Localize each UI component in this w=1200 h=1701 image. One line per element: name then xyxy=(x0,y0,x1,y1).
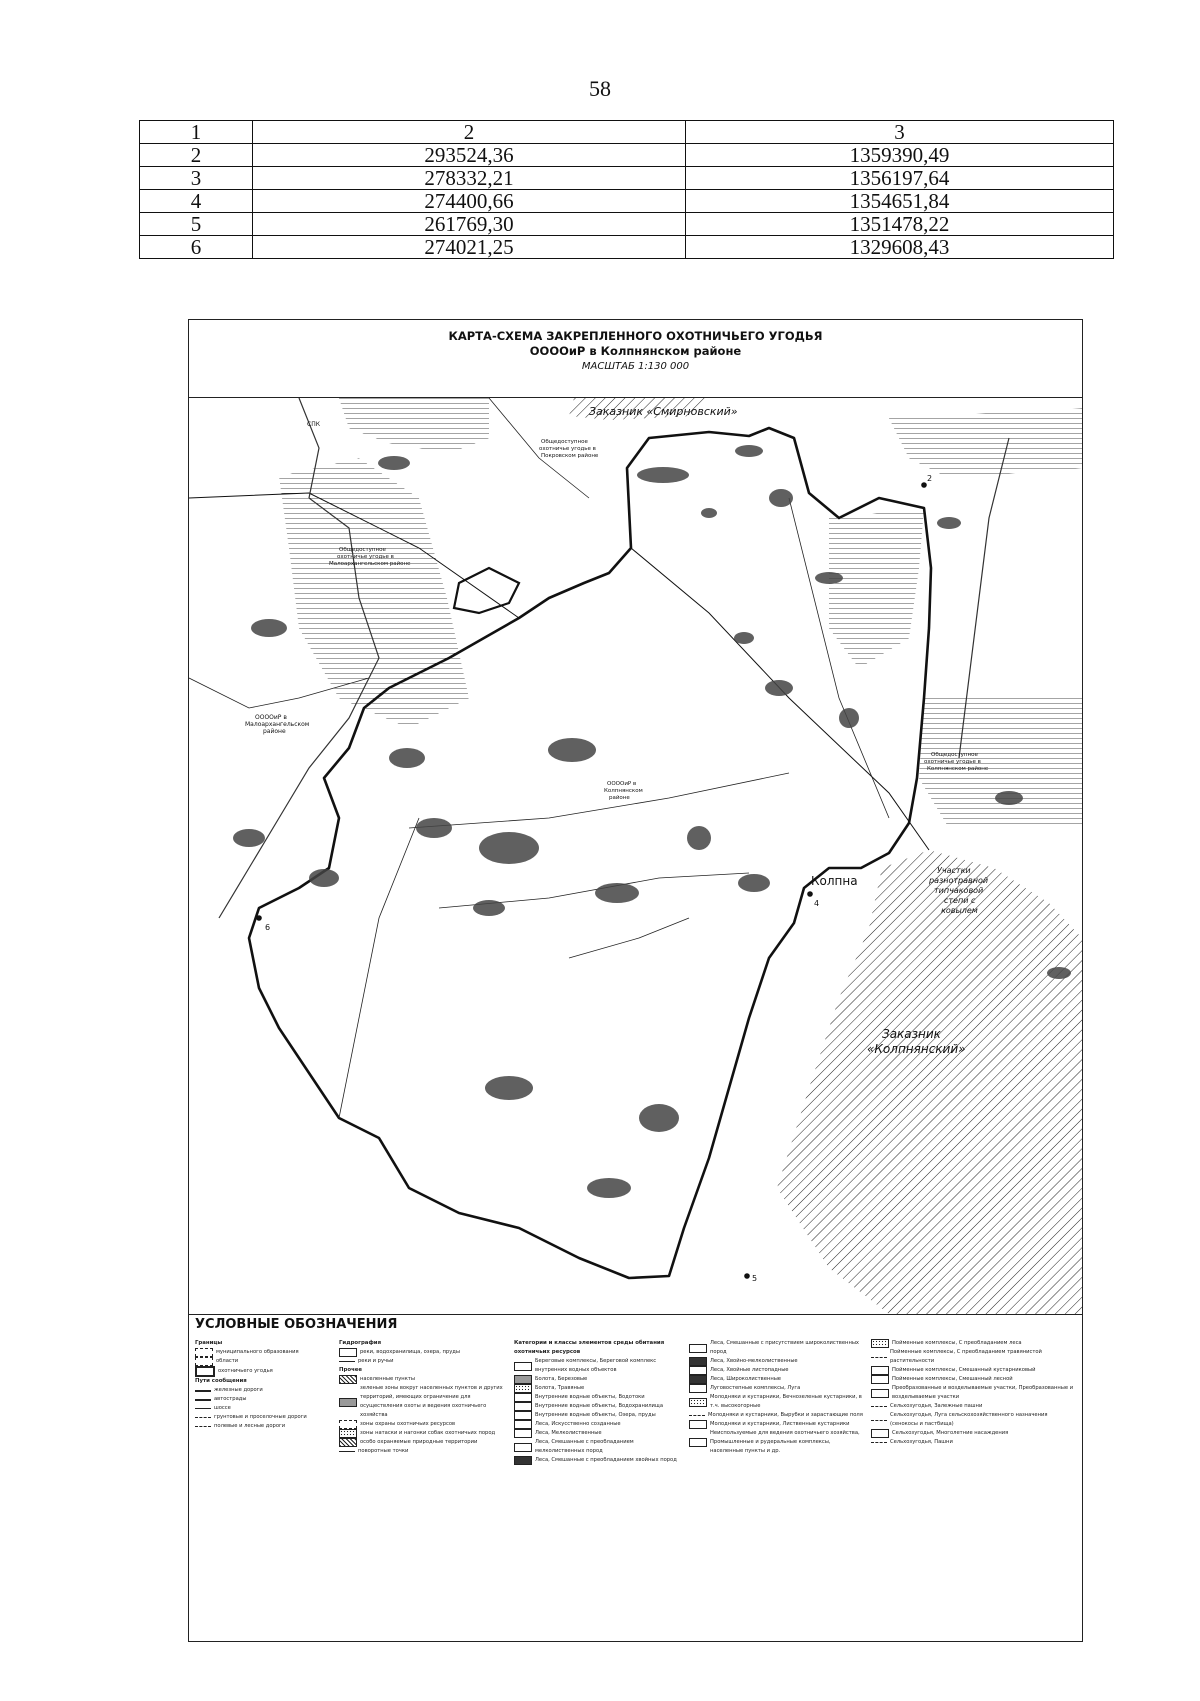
legend-swatch xyxy=(195,1348,213,1357)
oooir-maloarkh-label: ООООиР в xyxy=(255,714,287,721)
legend-item xyxy=(339,1447,509,1456)
legend-label: Леса, Смешанные с преобладанием мелколиственных пород xyxy=(535,1439,634,1454)
legend-swatch xyxy=(339,1348,357,1357)
legend-swatch xyxy=(514,1362,532,1371)
legend-swatch xyxy=(689,1375,707,1384)
legend-swatch xyxy=(689,1438,707,1447)
table-header-cell: 1 xyxy=(140,121,253,144)
legend-swatch xyxy=(514,1420,532,1429)
legend-label: железные дороги xyxy=(214,1387,263,1393)
legend-column-habitat-2 xyxy=(689,1339,864,1456)
legend-label: Леса, Хвойные листопадные xyxy=(710,1367,789,1373)
open-grounds-pokrovsky-label: Покровском районе xyxy=(541,453,599,459)
legend-title: УСЛОВНЫЕ ОБОЗНАЧЕНИЯ xyxy=(195,1317,398,1332)
coordinates-table xyxy=(139,120,1114,259)
table-cell: 261769,30 xyxy=(253,213,686,236)
open-grounds-maloarkh-label: охотничье угодье в xyxy=(337,554,394,560)
table-cell: 1359390,49 xyxy=(686,144,1114,167)
legend-swatch xyxy=(871,1420,887,1421)
legend-item xyxy=(339,1429,509,1438)
legend-item xyxy=(871,1384,1076,1402)
open-grounds-kolpna-label: Колпнянском районе xyxy=(927,766,989,772)
map-title xyxy=(189,329,1082,374)
map-title-line1: КАРТА-СХЕМА ЗАКРЕПЛЕННОГО ОХОТНИЧЬЕГО УГОДЬЯ xyxy=(448,329,823,343)
legend-swatch xyxy=(195,1390,211,1392)
legend-label: Внутренние водные объекты, Озера, пруды xyxy=(535,1412,656,1418)
legend-item xyxy=(514,1456,684,1465)
open-grounds-east-area xyxy=(829,508,924,668)
legend-label: Пойменные комплексы, Смешанный лесной xyxy=(892,1376,1013,1382)
oooir-maloarkh-label: районе xyxy=(263,728,286,735)
legend-item xyxy=(514,1384,684,1393)
legend-swatch xyxy=(195,1426,211,1427)
legend-label: зоны натаски и нагонки собак охотничьих пород xyxy=(360,1430,496,1436)
zakaznik-kolpnyansky-label: Заказник xyxy=(882,1027,941,1041)
legend-item xyxy=(689,1420,864,1429)
legend-label: области xyxy=(216,1358,239,1364)
legend-swatch xyxy=(339,1398,357,1407)
legend-label: грунтовые и проселочные дороги xyxy=(214,1414,307,1420)
legend-item xyxy=(871,1402,1076,1411)
legend-header: Категории и классы элементов среды обитания охотничьих ресурсов xyxy=(514,1340,665,1355)
zakaznik-kolpnyansky-label: «Колпнянский» xyxy=(867,1042,966,1056)
legend-item xyxy=(871,1429,1076,1438)
oooir-kolpna-label: Колпнянском xyxy=(604,788,643,794)
legend-label: зеленые зоны вокруг населенных пунктов и других территорий, имеющих ограничение для осуществления охоты и ведения охотничьего хозяйства xyxy=(360,1385,503,1418)
map-canvas xyxy=(189,398,1082,1314)
open-grounds-pokrovsky-area xyxy=(339,398,489,453)
legend-column-habitat-3 xyxy=(871,1339,1076,1447)
legend-item xyxy=(339,1420,509,1429)
table-header-cell: 2 xyxy=(253,121,686,144)
legend-item xyxy=(871,1411,1076,1429)
legend-item xyxy=(871,1375,1076,1384)
turning-point-label: 5 xyxy=(752,1274,758,1283)
legend-swatch xyxy=(514,1443,532,1452)
legend-item xyxy=(871,1438,1076,1447)
legend-item xyxy=(514,1375,684,1384)
open-grounds-kolpna-label: охотничье угодье в xyxy=(924,759,981,765)
legend-item xyxy=(689,1429,864,1456)
legend-label: Пойменные комплексы, С преобладанием травянистой растительности xyxy=(890,1349,1042,1364)
legend-label: особо охраняемые природные территории xyxy=(360,1439,478,1445)
legend-item xyxy=(871,1348,1076,1366)
steppe-label: Участки xyxy=(937,866,971,875)
legend-swatch xyxy=(871,1406,887,1407)
open-grounds-kolpna-label: Общедоступное xyxy=(931,752,978,758)
table-header-cell: 3 xyxy=(686,121,1114,144)
legend-label: Внутренние водные объекты, Водохранилища xyxy=(535,1403,663,1409)
legend-label: Леса, Искусственно созданные xyxy=(535,1421,621,1427)
legend-item xyxy=(195,1348,335,1357)
table-cell: 278332,21 xyxy=(253,167,686,190)
table-cell: 5 xyxy=(140,213,253,236)
legend-swatch xyxy=(514,1429,532,1438)
legend-item xyxy=(689,1339,864,1357)
map-scale: МАСШТАБ 1:130 000 xyxy=(581,361,690,372)
legend xyxy=(189,1317,1082,1641)
table-row xyxy=(140,213,1114,236)
legend-item xyxy=(195,1395,335,1404)
legend-label: Внутренние водные объекты, Водотоки xyxy=(535,1394,645,1400)
legend-header: Гидрография xyxy=(339,1340,382,1346)
legend-swatch xyxy=(689,1398,707,1407)
legend-item xyxy=(195,1422,335,1431)
steppe-label: типчаковой xyxy=(934,886,984,895)
legend-label: поворотные точки xyxy=(358,1448,409,1454)
legend-item xyxy=(339,1357,509,1366)
legend-item xyxy=(339,1384,509,1420)
legend-label: населенные пункты xyxy=(360,1376,415,1382)
legend-label: реки, водохранилища, озера, пруды xyxy=(360,1349,460,1355)
table-cell: 293524,36 xyxy=(253,144,686,167)
legend-label: Сельхозугодья, Залежные пашни xyxy=(890,1403,983,1409)
legend-item xyxy=(339,1375,509,1384)
legend-swatch xyxy=(689,1384,707,1393)
table-row xyxy=(140,236,1114,259)
legend-label: зоны охраны охотничьих ресурсов xyxy=(360,1421,456,1427)
steppe-label: разнотравной xyxy=(929,876,989,885)
legend-swatch xyxy=(339,1361,355,1362)
legend-swatch xyxy=(689,1357,707,1366)
legend-item xyxy=(195,1404,335,1413)
table-row xyxy=(140,144,1114,167)
legend-label: Леса, Хвойно-мелколиственные xyxy=(710,1358,798,1364)
legend-label: шоссе xyxy=(214,1405,231,1411)
legend-label: Леса, Смешанные с присутствием широколиственных пород xyxy=(710,1340,860,1355)
legend-item xyxy=(514,1420,684,1429)
legend-swatch xyxy=(514,1384,532,1393)
legend-item xyxy=(195,1413,335,1422)
legend-swatch xyxy=(339,1375,357,1384)
open-grounds-pokrovsky-label: Общедоступное xyxy=(541,439,588,445)
legend-swatch xyxy=(339,1429,357,1438)
legend-label: Пойменные комплексы, С преобладанием леса xyxy=(892,1340,1022,1346)
legend-swatch xyxy=(195,1408,211,1409)
legend-label: Молодняки и кустарники, Лиственные кустарники xyxy=(710,1421,850,1427)
legend-label: Береговые комплексы, Береговой комплекс внутренних водных объектов xyxy=(535,1358,657,1373)
table-cell: 1329608,43 xyxy=(686,236,1114,259)
table-cell: 274400,66 xyxy=(253,190,686,213)
table-row xyxy=(140,167,1114,190)
table-row xyxy=(140,190,1114,213)
legend-swatch xyxy=(514,1402,532,1411)
legend-label: муниципального образования xyxy=(216,1349,299,1355)
page-number: 58 xyxy=(589,76,611,101)
table-cell: 1351478,22 xyxy=(686,213,1114,236)
legend-swatch xyxy=(514,1456,532,1465)
legend-item xyxy=(689,1384,864,1393)
legend-label: полевые и лесные дороги xyxy=(214,1423,286,1429)
legend-item xyxy=(689,1411,864,1420)
legend-item xyxy=(871,1339,1076,1348)
open-grounds-pokrovsky-label: охотничье угодье в xyxy=(539,446,596,452)
legend-swatch xyxy=(195,1399,211,1401)
legend-item xyxy=(514,1429,684,1438)
legend-item xyxy=(689,1375,864,1384)
table-cell: 4 xyxy=(140,190,253,213)
legend-item xyxy=(871,1366,1076,1375)
table-cell: 1354651,84 xyxy=(686,190,1114,213)
legend-swatch xyxy=(871,1357,887,1358)
turning-point-label: 6 xyxy=(265,923,271,932)
legend-label: Молодняки и кустарники, Вырубки и зарастающие поля xyxy=(708,1412,863,1418)
legend-label: Пойменные комплексы, Смешанный кустарниковый xyxy=(892,1367,1036,1373)
legend-swatch xyxy=(195,1366,215,1377)
legend-label: Луговостепные комплексы, Луга xyxy=(710,1385,801,1391)
legend-swatch xyxy=(871,1375,889,1384)
legend-swatch xyxy=(871,1442,887,1443)
legend-header: Прочее xyxy=(339,1367,363,1373)
legend-swatch xyxy=(871,1389,889,1398)
map-title-line2: ООООиР в Колпнянском районе xyxy=(529,344,742,358)
legend-swatch xyxy=(871,1429,889,1438)
open-grounds-maloarkh-label: Малоархангельском районе xyxy=(329,561,411,567)
legend-item xyxy=(514,1438,684,1456)
open-grounds-east-top-area xyxy=(889,408,1082,478)
legend-swatch xyxy=(871,1339,889,1348)
legend-item xyxy=(689,1366,864,1375)
legend-item xyxy=(195,1366,335,1377)
legend-label: охотничьего угодья xyxy=(218,1368,273,1374)
legend-swatch xyxy=(339,1420,357,1429)
table-cell: 6 xyxy=(140,236,253,259)
turning-point-label: 2 xyxy=(927,474,933,483)
legend-label: Сельхозугодья, Луга сельскохозяйственного назначения (сенокосы и пастбища) xyxy=(890,1412,1048,1427)
legend-header: Границы xyxy=(195,1340,223,1346)
oooir-maloarkh-label: Малоархангельском xyxy=(245,721,310,728)
legend-label: Болота, Травяные xyxy=(535,1385,585,1391)
legend-swatch xyxy=(514,1393,532,1402)
legend-column-boundaries xyxy=(195,1339,335,1431)
steppe-label: степи с xyxy=(944,896,976,905)
spk-label: СПК xyxy=(307,421,320,428)
legend-column-hydro xyxy=(339,1339,509,1456)
legend-swatch xyxy=(689,1366,707,1375)
reserve-kolpnyansky-area xyxy=(777,850,1082,1314)
legend-item xyxy=(689,1393,864,1411)
legend-item xyxy=(689,1357,864,1366)
steppe-label: ковылем xyxy=(941,906,978,915)
legend-label: реки и ручьи xyxy=(358,1358,394,1364)
legend-swatch xyxy=(514,1411,532,1420)
table-cell: 2 xyxy=(140,144,253,167)
legend-label: Леса, Смешанные с преобладанием хвойных пород xyxy=(535,1457,677,1463)
legend-column-habitat xyxy=(514,1339,684,1465)
legend-label: Преобразованные и возделываемые участки, Преобразованные и возделываемые участки xyxy=(892,1385,1074,1400)
legend-item xyxy=(514,1357,684,1375)
legend-swatch xyxy=(339,1451,355,1452)
legend-header: Пути сообщения xyxy=(195,1378,247,1384)
legend-swatch xyxy=(514,1375,532,1384)
legend-label: Болота, Березовые xyxy=(535,1376,588,1382)
table-cell: 274021,25 xyxy=(253,236,686,259)
oooir-kolpna-label: ООООиР в xyxy=(607,781,637,787)
legend-label: Сельхозугодья, Пашни xyxy=(890,1439,953,1445)
legend-item xyxy=(339,1348,509,1357)
legend-item xyxy=(195,1357,335,1366)
open-grounds-maloarkh-label: Общедоступное xyxy=(339,547,386,553)
legend-item xyxy=(514,1393,684,1402)
legend-label: Неиспользуемые для ведения охотничьего хозяйства, Промышленные и рудеральные комплексы, населенные пункты и др. xyxy=(710,1430,860,1454)
legend-item xyxy=(339,1438,509,1447)
legend-swatch xyxy=(871,1366,889,1375)
legend-swatch xyxy=(689,1420,707,1429)
oooir-kolpna-label: районе xyxy=(609,795,630,801)
legend-label: Леса, Мелколиственные xyxy=(535,1430,602,1436)
kolpna-label: Колпна xyxy=(811,874,858,888)
boundary-notch xyxy=(454,568,519,613)
table-header-row xyxy=(140,121,1114,144)
legend-swatch xyxy=(195,1357,213,1366)
legend-label: Молодняки и кустарники, Вечнозеленые кустарники, в т.ч. высокогорные xyxy=(710,1394,862,1409)
zakaznik-smirnovsky-label: Заказник «Смирновский» xyxy=(589,405,738,418)
legend-item xyxy=(514,1402,684,1411)
legend-label: Сельхозугодья, Многолетние насаждения xyxy=(892,1430,1009,1436)
table-cell: 3 xyxy=(140,167,253,190)
map-frame xyxy=(188,319,1083,1642)
legend-item xyxy=(195,1386,335,1395)
table-cell: 1356197,64 xyxy=(686,167,1114,190)
open-grounds-maloarkh-area xyxy=(279,458,469,728)
legend-label: автострады xyxy=(214,1396,247,1402)
legend-swatch xyxy=(339,1438,357,1447)
legend-swatch xyxy=(689,1415,705,1416)
legend-swatch xyxy=(689,1344,707,1353)
turning-point-label: 4 xyxy=(814,899,820,908)
legend-swatch xyxy=(195,1417,211,1418)
map-area xyxy=(189,397,1082,1315)
legend-label: Леса, Широколиственные xyxy=(710,1376,781,1382)
legend-item xyxy=(514,1411,684,1420)
